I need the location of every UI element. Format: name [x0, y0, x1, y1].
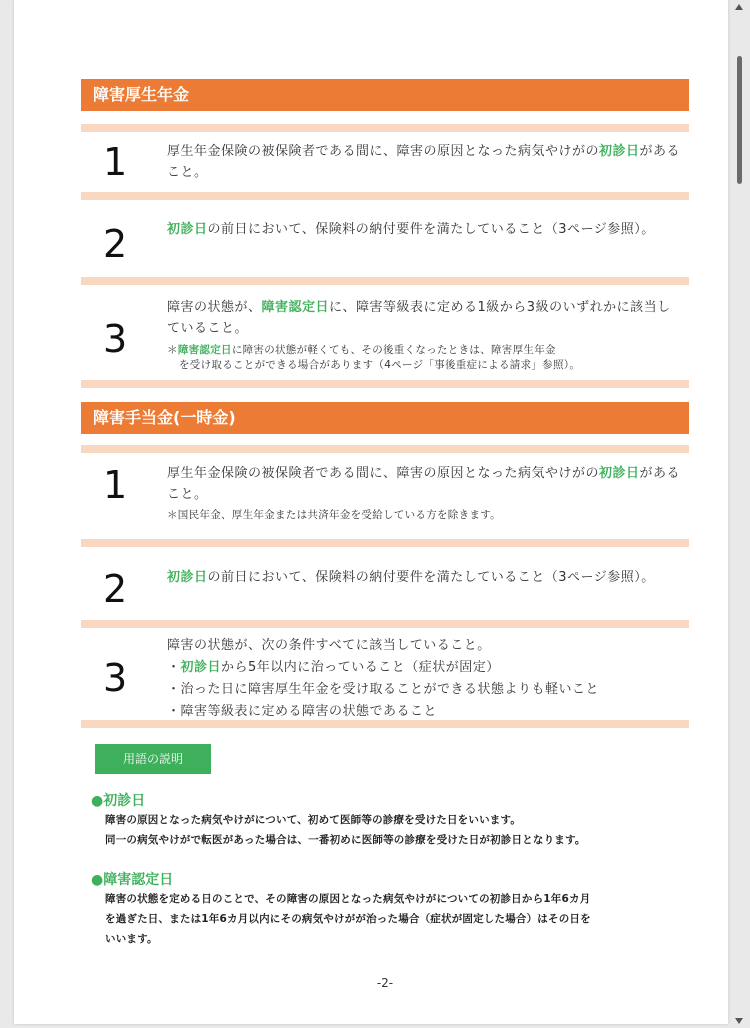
divider-band	[81, 720, 689, 728]
divider-band	[81, 380, 689, 388]
glossary-description: 障害の状態を定める日のことで、その障害の原因となった病気やけがについての初診日から1年6カ月 を過ぎた日、または1年6カ月以内にその病気やけがが治った場合（症状が固定した場合）はその日を いいます。	[105, 893, 591, 945]
scroll-thumb[interactable]	[737, 56, 742, 184]
requirement-text: 厚生年金保険の被保険者である間に、障害の原因となった病気やけがの初診日があること。	[167, 144, 681, 180]
requirement-number: 3	[103, 317, 128, 361]
requirement-number: 1	[103, 463, 128, 507]
requirement-note: ＊国民年金、厚生年金または共済年金を受給している方を除きます。	[167, 509, 501, 521]
requirement-row	[81, 132, 689, 192]
glossary-term-certification-date: ●障害認定日	[91, 872, 174, 888]
requirement-text: 初診日の前日において、保険料の納付要件を満たしていること（3ページ参照）。	[167, 222, 655, 237]
scroll-up-arrow-icon[interactable]	[735, 4, 743, 10]
divider-band	[81, 277, 689, 285]
section-header-pension: 障害厚生年金	[81, 79, 689, 111]
requirement-number: 1	[103, 140, 128, 184]
vertical-scrollbar[interactable]	[732, 0, 746, 1028]
divider-band	[81, 124, 689, 132]
term-highlight: 初診日	[599, 466, 640, 481]
requirement-row	[81, 547, 689, 621]
page-number: -2-	[376, 976, 394, 990]
divider-band	[81, 539, 689, 547]
requirement-note: ＊障害認定日に障害の状態が軽くても、その後重くなったときは、障害厚生年金 を受け取ることができる場合があります（4ページ「事後重症による請求」参照）。	[167, 344, 581, 371]
term-highlight: 初診日	[167, 570, 208, 585]
requirement-number: 2	[103, 222, 128, 266]
document-page	[14, 0, 728, 1024]
divider-band	[81, 620, 689, 628]
requirement-number: 3	[103, 656, 128, 700]
requirement-row	[81, 628, 689, 720]
section-header-lump-sum: 障害手当金(一時金)	[81, 402, 689, 434]
condition-bullet: ・初診日から5年以内に治っていること（症状が固定）	[167, 660, 500, 675]
term-highlight: 初診日	[599, 144, 640, 159]
condition-bullet: ・治った日に障害厚生年金を受け取ることができる状態よりも軽いこと	[167, 682, 600, 697]
requirement-text: 障害の状態が、障害認定日に、障害等級表に定める1級から3級のいずれかに該当していること。 ＊障害認定日に障害の状態が軽くても、その後重くなったときは、障害厚生年金 を受け取ることができる場合があります（4ページ「事後重症による請求」参照）。	[167, 297, 683, 373]
divider-band	[81, 192, 689, 200]
requirement-text: 初診日の前日において、保険料の納付要件を満たしていること（3ページ参照）。	[167, 570, 655, 585]
requirement-text: 厚生年金保険の被保険者である間に、障害の原因となった病気やけがの初診日があること。 ＊国民年金、厚生年金または共済年金を受給している方を除きます。	[167, 463, 683, 523]
glossary-term-initial-visit: ●初診日	[91, 793, 146, 809]
requirement-row	[81, 453, 689, 539]
condition-bullet: ・障害等級表に定める障害の状態であること	[167, 704, 438, 719]
divider-band	[81, 445, 689, 453]
glossary-tab: 用語の説明	[95, 744, 211, 774]
requirement-text: 障害の状態が、次の条件すべてに該当していること。 ・初診日から5年以内に治っていること（症状が固定） ・治った日に障害厚生年金を受け取ることができる状態よりも軽いこと ・障害等級表に定める障害の状態であること	[167, 635, 683, 723]
requirement-row	[81, 200, 689, 278]
term-highlight: 障害認定日	[261, 300, 330, 315]
requirement-row	[81, 285, 689, 381]
glossary-description: 障害の原因となった病気やけがについて、初めて医師等の診療を受けた日をいいます。 同一の病気やけがで転医があった場合は、一番初めに医師等の診療を受けた日が初診日となります。	[105, 814, 586, 846]
term-highlight: 初診日	[167, 222, 208, 237]
requirement-number: 2	[103, 567, 128, 611]
scroll-down-arrow-icon[interactable]	[735, 1018, 743, 1024]
